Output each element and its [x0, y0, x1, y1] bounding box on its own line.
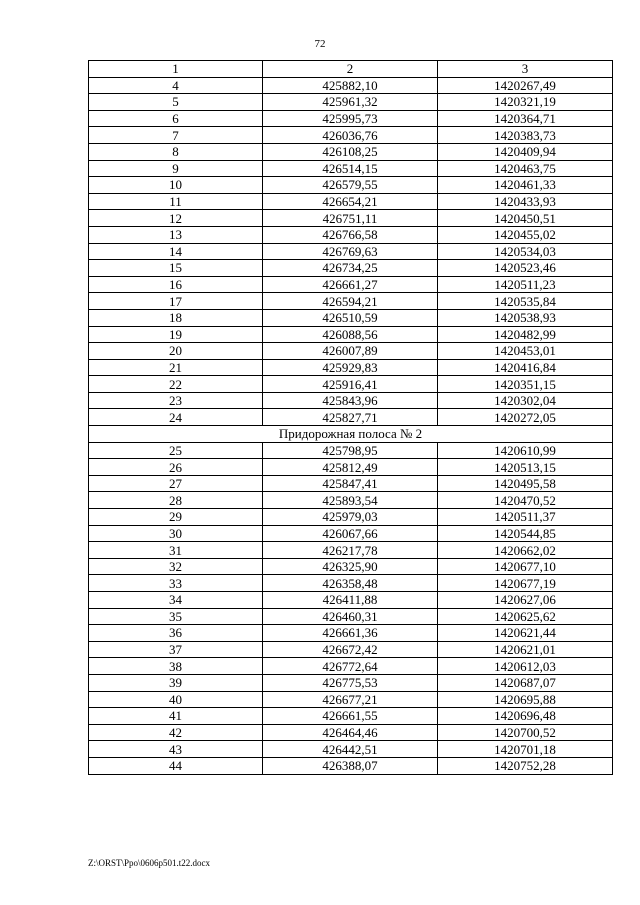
x-coordinate-cell: 426654,21 [263, 193, 438, 210]
table-row [89, 143, 613, 160]
table-row [89, 625, 613, 642]
table-row [89, 509, 613, 526]
table-row [89, 309, 613, 326]
y-coordinate-cell: 1420535,84 [438, 293, 613, 310]
y-coordinate-cell: 1420511,37 [438, 509, 613, 526]
column-number-header: 3 [438, 61, 613, 78]
table-row [89, 177, 613, 194]
y-coordinate-cell: 1420272,05 [438, 409, 613, 426]
table-row [89, 210, 613, 227]
point-number-cell: 8 [89, 143, 263, 160]
x-coordinate-cell: 425847,41 [263, 475, 438, 492]
table-row [89, 110, 613, 127]
y-coordinate-cell: 1420383,73 [438, 127, 613, 144]
x-coordinate-cell: 425798,95 [263, 442, 438, 459]
x-coordinate-cell: 426661,55 [263, 708, 438, 725]
x-coordinate-cell: 425882,10 [263, 77, 438, 94]
table-row [89, 492, 613, 509]
column-number-header: 1 [89, 61, 263, 78]
table-row [89, 276, 613, 293]
y-coordinate-cell: 1420687,07 [438, 674, 613, 691]
y-coordinate-cell: 1420511,23 [438, 276, 613, 293]
point-number-cell: 36 [89, 625, 263, 642]
y-coordinate-cell: 1420461,33 [438, 177, 613, 194]
point-number-cell: 41 [89, 708, 263, 725]
x-coordinate-cell: 426442,51 [263, 741, 438, 758]
point-number-cell: 28 [89, 492, 263, 509]
y-coordinate-cell: 1420700,52 [438, 724, 613, 741]
y-coordinate-cell: 1420621,01 [438, 641, 613, 658]
point-number-cell: 30 [89, 525, 263, 542]
y-coordinate-cell: 1420453,01 [438, 343, 613, 360]
y-coordinate-cell: 1420463,75 [438, 160, 613, 177]
y-coordinate-cell: 1420482,99 [438, 326, 613, 343]
y-coordinate-cell: 1420450,51 [438, 210, 613, 227]
point-number-cell: 9 [89, 160, 263, 177]
table-row [89, 641, 613, 658]
table-row [89, 127, 613, 144]
table-row [89, 691, 613, 708]
table-row [89, 392, 613, 409]
table-row [89, 343, 613, 360]
point-number-cell: 10 [89, 177, 263, 194]
table-row [89, 525, 613, 542]
point-number-cell: 34 [89, 592, 263, 609]
x-coordinate-cell: 426411,88 [263, 592, 438, 609]
point-number-cell: 23 [89, 392, 263, 409]
table-row [89, 708, 613, 725]
point-number-cell: 25 [89, 442, 263, 459]
y-coordinate-cell: 1420610,99 [438, 442, 613, 459]
section-title-row [89, 426, 613, 443]
footer-file-path: Z:\ORST\Ppo\0606p501.t22.docx [88, 858, 211, 868]
point-number-cell: 11 [89, 193, 263, 210]
table-row [89, 293, 613, 310]
x-coordinate-cell: 425929,83 [263, 359, 438, 376]
y-coordinate-cell: 1420416,84 [438, 359, 613, 376]
x-coordinate-cell: 426661,36 [263, 625, 438, 642]
point-number-cell: 15 [89, 260, 263, 277]
x-coordinate-cell: 426388,07 [263, 757, 438, 774]
y-coordinate-cell: 1420752,28 [438, 757, 613, 774]
y-coordinate-cell: 1420621,44 [438, 625, 613, 642]
point-number-cell: 12 [89, 210, 263, 227]
y-coordinate-cell: 1420495,58 [438, 475, 613, 492]
y-coordinate-cell: 1420625,62 [438, 608, 613, 625]
table-row [89, 459, 613, 476]
y-coordinate-cell: 1420627,06 [438, 592, 613, 609]
y-coordinate-cell: 1420364,71 [438, 110, 613, 127]
x-coordinate-cell: 426460,31 [263, 608, 438, 625]
section-title: Придорожная полоса № 2 [89, 426, 613, 443]
point-number-cell: 5 [89, 94, 263, 111]
x-coordinate-cell: 426734,25 [263, 260, 438, 277]
point-number-cell: 26 [89, 459, 263, 476]
x-coordinate-cell: 425893,54 [263, 492, 438, 509]
x-coordinate-cell: 426769,63 [263, 243, 438, 260]
y-coordinate-cell: 1420523,46 [438, 260, 613, 277]
y-coordinate-cell: 1420677,10 [438, 558, 613, 575]
point-number-cell: 17 [89, 293, 263, 310]
x-coordinate-cell: 425827,71 [263, 409, 438, 426]
x-coordinate-cell: 426661,27 [263, 276, 438, 293]
point-number-cell: 31 [89, 542, 263, 559]
x-coordinate-cell: 426108,25 [263, 143, 438, 160]
point-number-cell: 37 [89, 641, 263, 658]
y-coordinate-cell: 1420351,15 [438, 376, 613, 393]
point-number-cell: 38 [89, 658, 263, 675]
point-number-cell: 18 [89, 309, 263, 326]
table-row [89, 558, 613, 575]
x-coordinate-cell: 425995,73 [263, 110, 438, 127]
point-number-cell: 40 [89, 691, 263, 708]
x-coordinate-cell: 425979,03 [263, 509, 438, 526]
y-coordinate-cell: 1420695,88 [438, 691, 613, 708]
point-number-cell: 4 [89, 77, 263, 94]
point-number-cell: 29 [89, 509, 263, 526]
point-number-cell: 24 [89, 409, 263, 426]
x-coordinate-cell: 426766,58 [263, 226, 438, 243]
x-coordinate-cell: 425961,32 [263, 94, 438, 111]
y-coordinate-cell: 1420470,52 [438, 492, 613, 509]
point-number-cell: 21 [89, 359, 263, 376]
x-coordinate-cell: 426594,21 [263, 293, 438, 310]
point-number-cell: 20 [89, 343, 263, 360]
table-row [89, 741, 613, 758]
point-number-cell: 39 [89, 674, 263, 691]
point-number-cell: 42 [89, 724, 263, 741]
x-coordinate-cell: 426088,56 [263, 326, 438, 343]
x-coordinate-cell: 425812,49 [263, 459, 438, 476]
table-row [89, 260, 613, 277]
x-coordinate-cell: 425843,96 [263, 392, 438, 409]
point-number-cell: 13 [89, 226, 263, 243]
x-coordinate-cell: 426036,76 [263, 127, 438, 144]
y-coordinate-cell: 1420544,85 [438, 525, 613, 542]
table-row [89, 475, 613, 492]
x-coordinate-cell: 426677,21 [263, 691, 438, 708]
x-coordinate-cell: 426007,89 [263, 343, 438, 360]
table-row [89, 160, 613, 177]
x-coordinate-cell: 426325,90 [263, 558, 438, 575]
y-coordinate-cell: 1420455,02 [438, 226, 613, 243]
x-coordinate-cell: 426510,59 [263, 309, 438, 326]
y-coordinate-cell: 1420321,19 [438, 94, 613, 111]
column-number-header: 2 [263, 61, 438, 78]
table-row [89, 442, 613, 459]
x-coordinate-cell: 426067,66 [263, 525, 438, 542]
x-coordinate-cell: 426751,11 [263, 210, 438, 227]
table-row [89, 94, 613, 111]
point-number-cell: 32 [89, 558, 263, 575]
point-number-cell: 7 [89, 127, 263, 144]
y-coordinate-cell: 1420513,15 [438, 459, 613, 476]
table-row [89, 226, 613, 243]
table-row [89, 592, 613, 609]
x-coordinate-cell: 426464,46 [263, 724, 438, 741]
y-coordinate-cell: 1420662,02 [438, 542, 613, 559]
point-number-cell: 35 [89, 608, 263, 625]
x-coordinate-cell: 426358,48 [263, 575, 438, 592]
point-number-cell: 33 [89, 575, 263, 592]
x-coordinate-cell: 426672,42 [263, 641, 438, 658]
point-number-cell: 14 [89, 243, 263, 260]
y-coordinate-cell: 1420267,49 [438, 77, 613, 94]
y-coordinate-cell: 1420538,93 [438, 309, 613, 326]
y-coordinate-cell: 1420677,19 [438, 575, 613, 592]
y-coordinate-cell: 1420409,94 [438, 143, 613, 160]
x-coordinate-cell: 426514,15 [263, 160, 438, 177]
table-row [89, 359, 613, 376]
x-coordinate-cell: 426772,64 [263, 658, 438, 675]
y-coordinate-cell: 1420612,03 [438, 658, 613, 675]
y-coordinate-cell: 1420302,04 [438, 392, 613, 409]
table-row [89, 608, 613, 625]
table-row [89, 658, 613, 675]
table-header-row [89, 61, 613, 78]
y-coordinate-cell: 1420534,03 [438, 243, 613, 260]
point-number-cell: 43 [89, 741, 263, 758]
page-number: 72 [314, 38, 326, 50]
coordinates-table [88, 60, 613, 775]
y-coordinate-cell: 1420433,93 [438, 193, 613, 210]
x-coordinate-cell: 426217,78 [263, 542, 438, 559]
point-number-cell: 44 [89, 757, 263, 774]
table-row [89, 243, 613, 260]
coordinates-table-body [89, 61, 613, 775]
table-row [89, 542, 613, 559]
point-number-cell: 27 [89, 475, 263, 492]
y-coordinate-cell: 1420696,48 [438, 708, 613, 725]
table-row [89, 376, 613, 393]
x-coordinate-cell: 425916,41 [263, 376, 438, 393]
table-row [89, 575, 613, 592]
point-number-cell: 22 [89, 376, 263, 393]
point-number-cell: 19 [89, 326, 263, 343]
table-row [89, 77, 613, 94]
table-row [89, 757, 613, 774]
point-number-cell: 6 [89, 110, 263, 127]
x-coordinate-cell: 426579,55 [263, 177, 438, 194]
table-row [89, 674, 613, 691]
table-row [89, 326, 613, 343]
table-row [89, 409, 613, 426]
y-coordinate-cell: 1420701,18 [438, 741, 613, 758]
x-coordinate-cell: 426775,53 [263, 674, 438, 691]
point-number-cell: 16 [89, 276, 263, 293]
table-row [89, 724, 613, 741]
table-row [89, 193, 613, 210]
